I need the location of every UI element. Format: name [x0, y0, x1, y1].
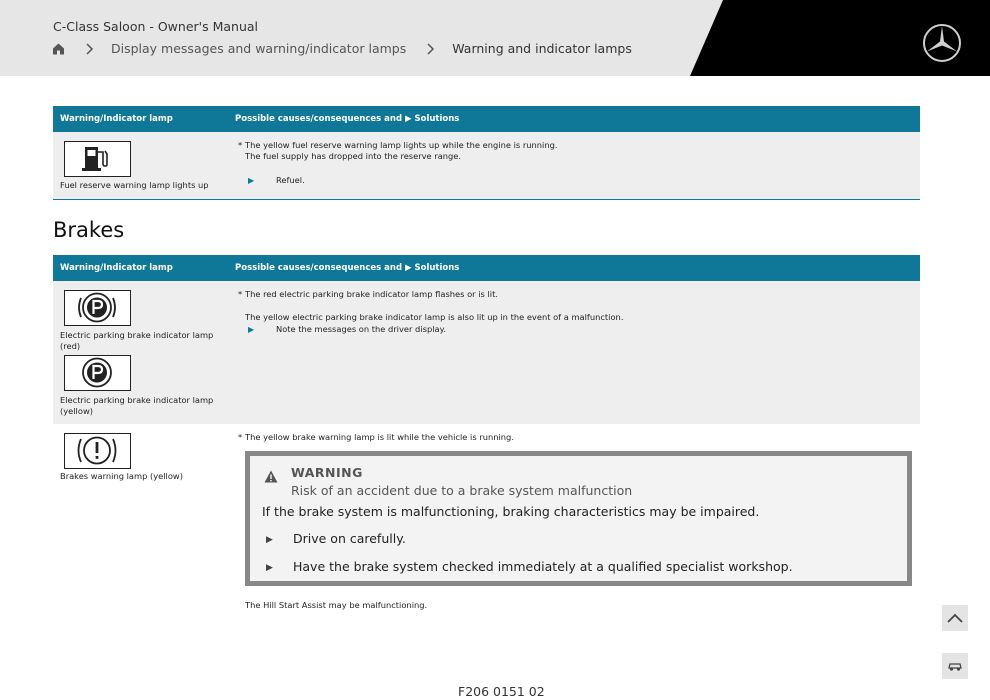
home-icon[interactable]	[52, 42, 65, 55]
lamp-label: Fuel reserve warning lamp lights up	[60, 180, 209, 190]
lamp-label: Electric parking brake indicator lamp (red)	[60, 330, 214, 351]
column-header-lamp: Warning/Indicator lamp	[60, 114, 173, 124]
solution-text: Refuel.	[276, 175, 305, 185]
cause-text: The yellow brake warning lamp is lit while the vehicle is running.	[245, 432, 514, 442]
warning-body: If the brake system is malfunctioning, braking characteristics may be impaired.	[262, 504, 760, 519]
car-icon	[947, 660, 963, 672]
table-header	[53, 255, 920, 281]
image-code: F206 0151 02	[458, 684, 545, 699]
chevron-up-icon	[947, 613, 963, 623]
warning-step: Have the brake system checked immediately at a qualified specialist workshop.	[293, 559, 793, 574]
mercedes-star-logo	[922, 23, 962, 63]
section-title: Brakes	[53, 218, 125, 242]
warning-triangle-icon	[264, 470, 278, 483]
table-row	[53, 281, 920, 424]
parking-brake-icon	[64, 355, 131, 391]
table-header	[53, 106, 920, 132]
breadcrumb-item-display-messages[interactable]: Display messages and warning/indicator lamps	[111, 41, 407, 56]
warning-step: Drive on carefully.	[293, 531, 406, 546]
manual-title: C-Class Saloon - Owner's Manual	[53, 19, 258, 34]
warning-subheading: Risk of an accident due to a brake system malfunction	[291, 483, 633, 498]
column-header-causes: Possible causes/consequences and ▶ Solutions	[235, 114, 460, 124]
solution-text: Note the messages on the driver display.	[276, 324, 446, 334]
cause-text: The fuel supply has dropped into the reserve range.	[245, 151, 462, 161]
car-view-button[interactable]	[942, 653, 968, 679]
arrow-icon: ▶	[248, 176, 255, 185]
lamp-label: Brakes warning lamp (yellow)	[60, 471, 183, 481]
warning-box	[245, 451, 912, 586]
cause-text: The yellow electric parking brake indicator lamp is also lit up in the event of a malfunction.	[245, 312, 624, 322]
bullet-marker: *	[238, 432, 243, 442]
cause-text: The Hill Start Assist may be malfunctioning.	[245, 600, 428, 610]
warning-heading: WARNING	[291, 465, 363, 480]
arrow-icon: ▶	[266, 535, 273, 545]
column-header-lamp: Warning/Indicator lamp	[60, 263, 173, 273]
scroll-to-top-button[interactable]	[942, 605, 968, 631]
brake-warning-icon	[64, 433, 131, 469]
table-row	[53, 132, 920, 200]
fuel-pump-icon	[64, 141, 131, 177]
breadcrumb-item-current: Warning and indicator lamps	[452, 41, 632, 56]
bullet-marker: *	[238, 140, 243, 150]
breadcrumb	[52, 41, 632, 56]
column-header-causes: Possible causes/consequences and ▶ Solutions	[235, 263, 460, 273]
parking-brake-icon	[64, 290, 131, 326]
cause-text: The yellow fuel reserve warning lamp lights up while the engine is running.	[245, 140, 558, 150]
chevron-right-icon	[426, 43, 436, 55]
page-header	[0, 0, 990, 76]
lamp-label: Electric parking brake indicator lamp (yellow)	[60, 395, 214, 416]
bullet-marker: *	[238, 289, 243, 299]
cause-text: The red electric parking brake indicator lamp flashes or is lit.	[245, 289, 498, 299]
fuel-lamp-table	[53, 106, 920, 200]
arrow-icon: ▶	[266, 563, 273, 573]
arrow-icon: ▶	[248, 325, 255, 334]
chevron-right-icon	[85, 43, 95, 55]
